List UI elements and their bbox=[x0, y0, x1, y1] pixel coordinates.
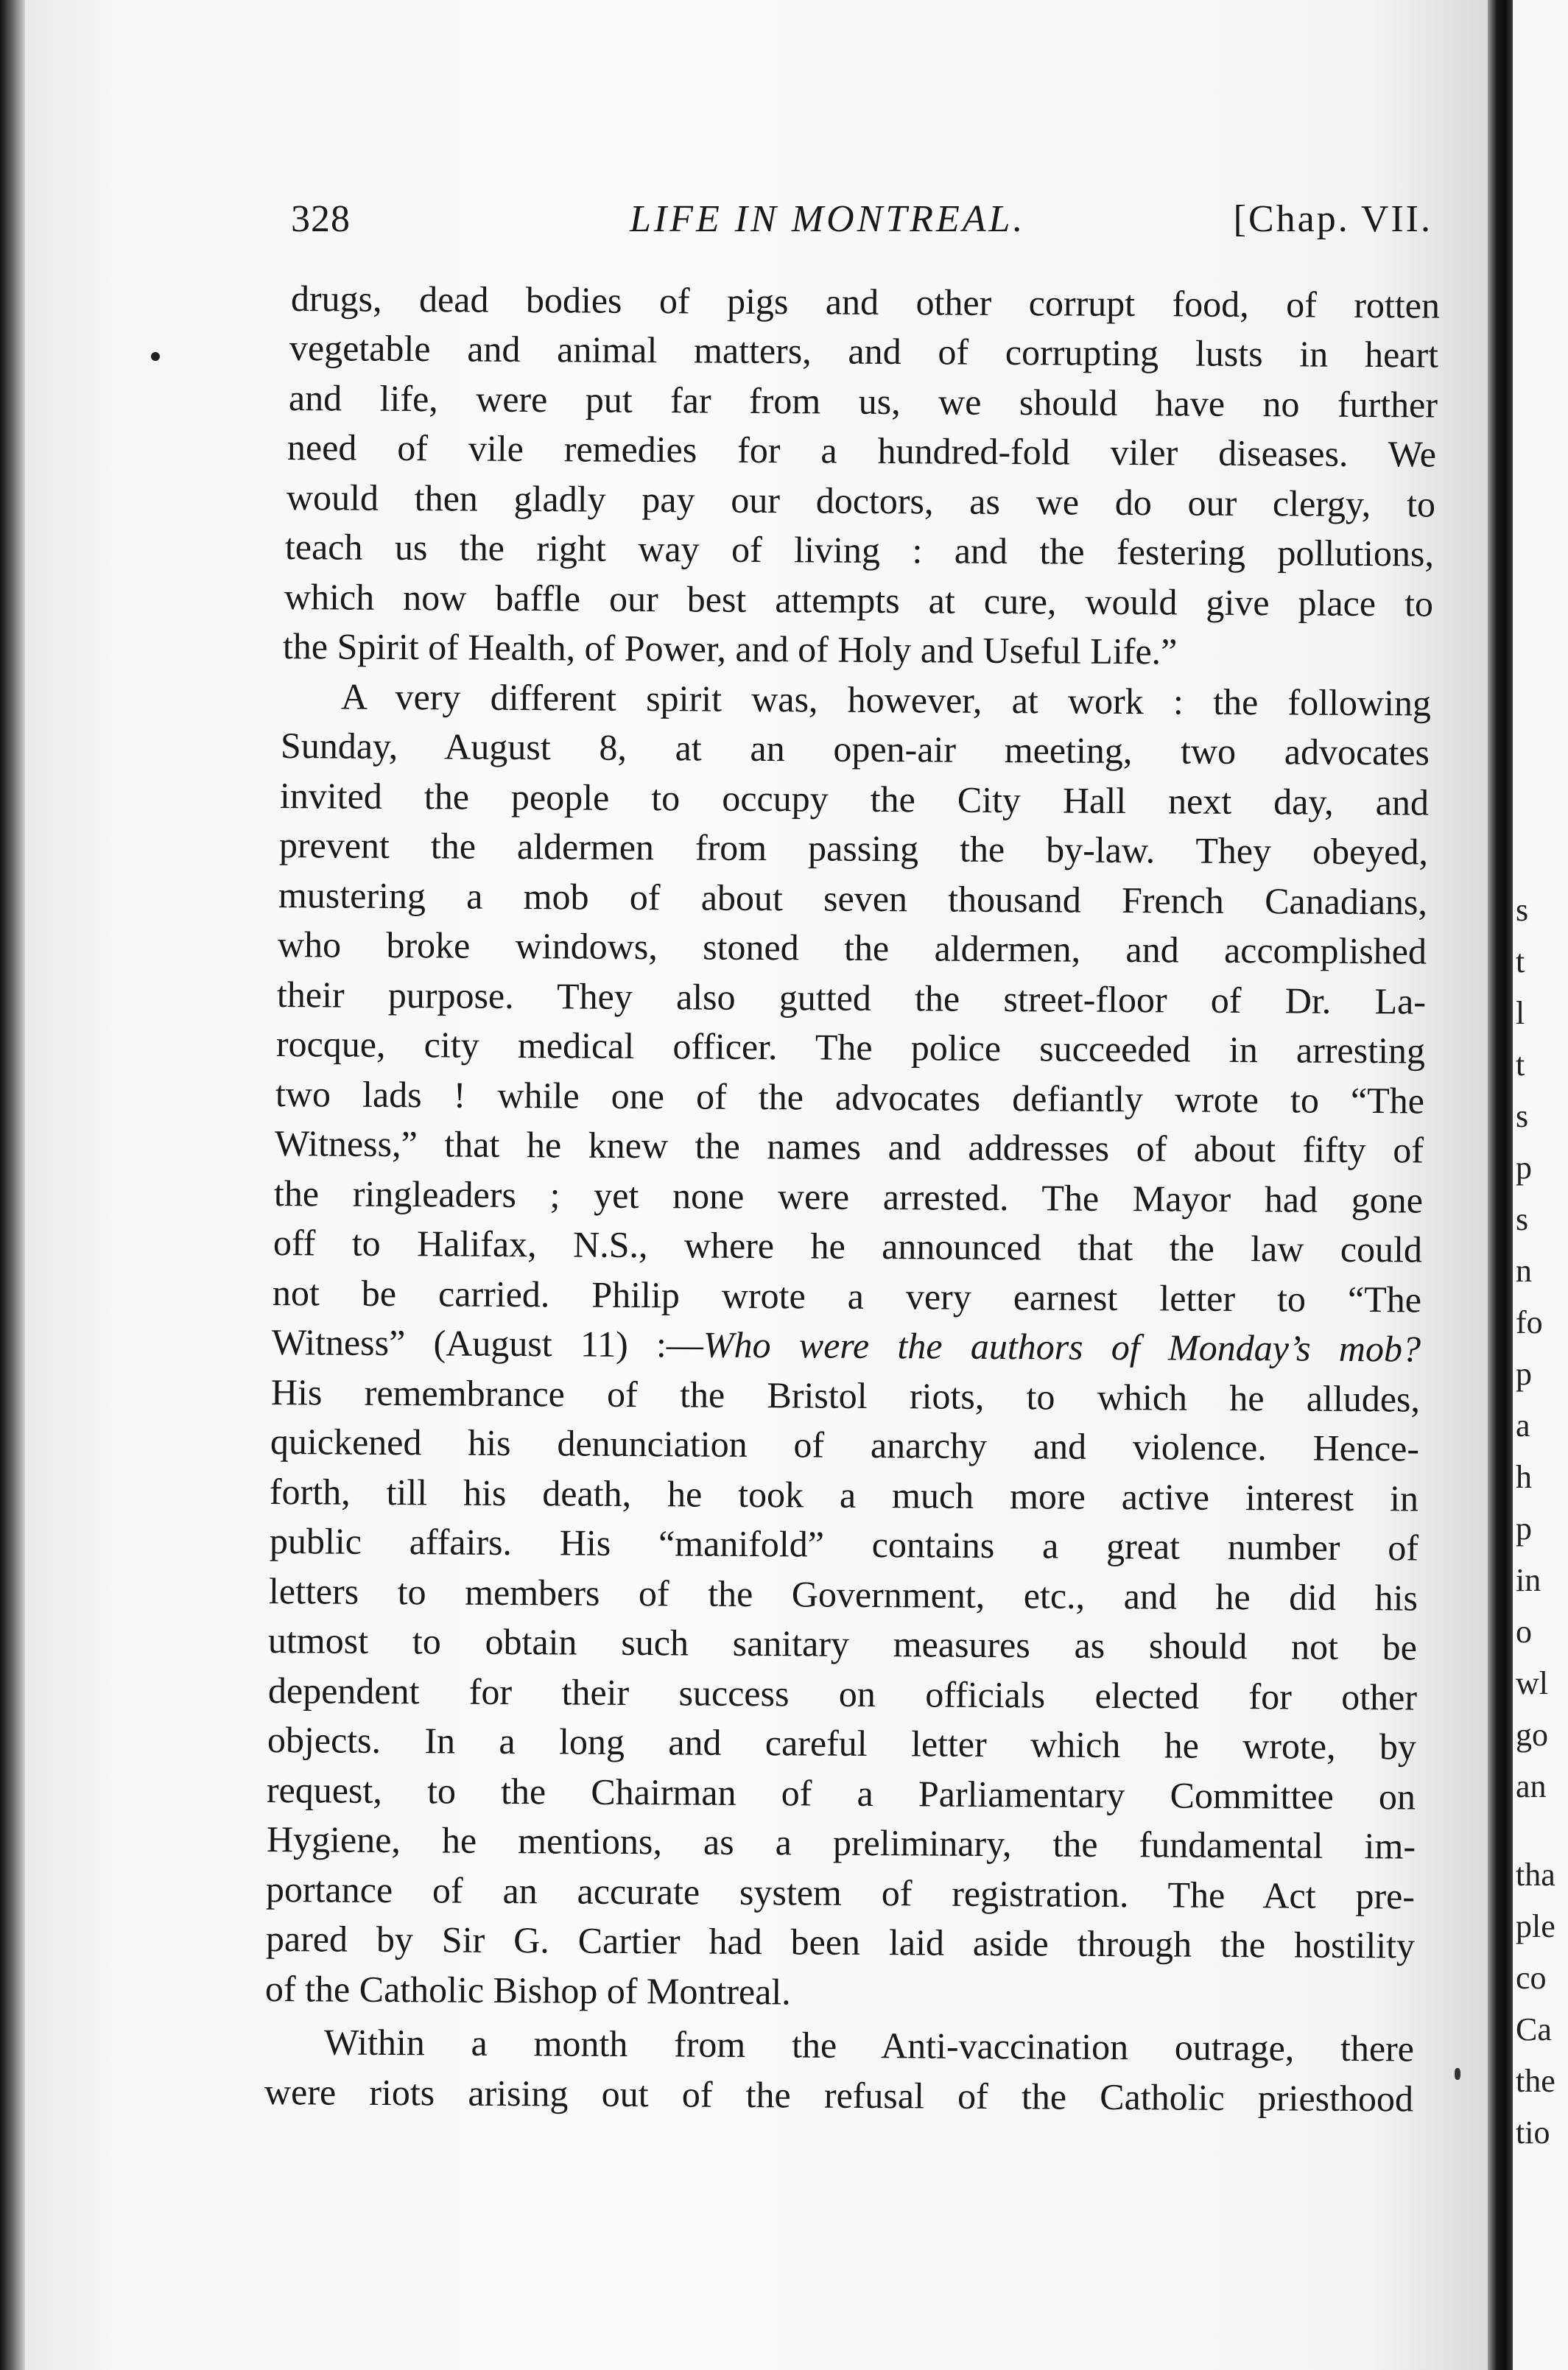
text-line: pared by Sir G. Cartier had been laid aside through the hostility bbox=[265, 1918, 1416, 1966]
facing-fragment: n bbox=[1516, 1253, 1532, 1289]
text-line: teach us the right way of living : and the festering pollutions, bbox=[284, 526, 1435, 574]
text-line: portance of an accurate system of registration. The Act pre- bbox=[265, 1868, 1416, 1917]
text-line: mustering a mob of about seven thousand French Canadians, bbox=[278, 874, 1428, 923]
italic-question: Who were the authors of Monday’s mob? bbox=[703, 1323, 1421, 1370]
facing-fragment: tha bbox=[1516, 1857, 1555, 1893]
book-gutter bbox=[1488, 0, 1513, 2370]
margin-mark bbox=[151, 352, 160, 361]
running-title: LIFE IN MONTREAL. bbox=[630, 198, 1026, 240]
chapter-label: [Chap. VII. bbox=[1233, 198, 1432, 240]
scan-left-edge bbox=[0, 0, 25, 2370]
text-line: not be carried. Philip wrote a very earnest letter to “The bbox=[272, 1272, 1422, 1321]
text-line: were riots arising out of the refusal of the Catholic priesthood bbox=[264, 2071, 1414, 2120]
facing-fragment: t bbox=[1516, 943, 1525, 980]
text-line: Hygiene, he mentions, as a preliminary, the fundamental im- bbox=[266, 1818, 1416, 1867]
text-line: of the Catholic Bishop of Montreal. bbox=[264, 1968, 791, 2013]
text-line: utmost to obtain such sanitary measures as should not be bbox=[267, 1620, 1418, 1668]
facing-fragment: s bbox=[1516, 1201, 1529, 1237]
facing-fragment: tio bbox=[1516, 2114, 1550, 2151]
facing-fragment: p bbox=[1516, 1150, 1532, 1186]
text-line: two lads ! while one of the advocates defiantly wrote to “The bbox=[275, 1073, 1425, 1122]
facing-fragment: l bbox=[1516, 995, 1525, 1031]
text-line: need of vile remedies for a hundred-fold viler diseases. We bbox=[286, 426, 1437, 475]
text-line: objects. In a long and careful letter which he wrote, by bbox=[267, 1719, 1417, 1768]
text-line: prevent the aldermen from passing the by-law. They obeyed, bbox=[278, 824, 1429, 873]
text-line: would then gladly pay our doctors, as we do our clergy, to bbox=[286, 477, 1436, 525]
text-line: who broke windows, stoned the aldermen, and accomplished bbox=[277, 924, 1427, 972]
facing-fragment: o bbox=[1516, 1614, 1532, 1650]
text-line: Sunday, August 8, at an open-air meeting, two advocates bbox=[280, 725, 1430, 773]
facing-fragment: wl bbox=[1516, 1665, 1548, 1701]
facing-fragment: fo bbox=[1516, 1304, 1543, 1340]
text-line: forth, till his death, he took a much more active interest in bbox=[269, 1471, 1419, 1519]
facing-fragment: an bbox=[1516, 1768, 1547, 1804]
facing-fragment: go bbox=[1516, 1717, 1548, 1753]
facing-fragment: Ca bbox=[1516, 2011, 1552, 2047]
text-line: drugs, dead bodies of pigs and other corrupt food, of rotten bbox=[290, 278, 1441, 326]
text-line: and life, were put far from us, we should have no further bbox=[288, 377, 1438, 426]
text-line: request, to the Chairman of a Parliamentary Committee on bbox=[266, 1769, 1416, 1818]
margin-speck bbox=[1455, 2068, 1460, 2080]
running-header bbox=[291, 197, 1432, 249]
facing-fragment: h bbox=[1516, 1459, 1532, 1495]
text-line-start: Witness” (August 11) :— bbox=[271, 1321, 704, 1365]
text-line: their purpose. They also gutted the street-floor of Dr. La- bbox=[276, 974, 1427, 1022]
text-line: A very different spirit was, however, at work : the following bbox=[340, 675, 1432, 724]
text-line: dependent for their success on officials elected for other bbox=[267, 1670, 1418, 1718]
facing-fragment: a bbox=[1516, 1407, 1530, 1444]
page-number: 328 bbox=[291, 198, 351, 240]
facing-fragment: ple bbox=[1516, 1908, 1555, 1944]
facing-fragment: co bbox=[1516, 1960, 1547, 1996]
facing-fragment: in bbox=[1516, 1562, 1541, 1598]
text-line: rocque, city medical officer. The police succeeded in arresting bbox=[275, 1023, 1426, 1072]
text-line: vegetable and animal matters, and of corrupting lusts in heart bbox=[289, 327, 1439, 376]
text-line: invited the people to occupy the City Hall next day, and bbox=[279, 775, 1430, 823]
facing-fragment: s bbox=[1516, 1098, 1529, 1134]
text-line: the Spirit of Health, of Power, and of Holy and Useful Life.” bbox=[282, 625, 1178, 672]
facing-fragment: p bbox=[1516, 1356, 1532, 1392]
text-line: public affairs. His “manifold” contains a great number of bbox=[269, 1520, 1419, 1569]
facing-fragment: t bbox=[1516, 1047, 1525, 1083]
text-line: quickened his denunciation of anarchy and violence. Hence- bbox=[270, 1421, 1420, 1469]
text-line: off to Halifax, N.S., where he announced that the law could bbox=[273, 1222, 1423, 1270]
text-line: which now baffle our best attempts at cure, would give place to bbox=[284, 576, 1434, 625]
text-line: Witness,” that he knew the names and addresses of about fifty of bbox=[274, 1122, 1424, 1171]
facing-fragment: the bbox=[1516, 2063, 1555, 2099]
text-line bbox=[272, 1320, 1421, 1371]
text-line: His remembrance of the Bristol riots, to which he alludes, bbox=[270, 1371, 1421, 1420]
text-line: Within a month from the Anti-vaccination outrage, there bbox=[323, 2021, 1415, 2070]
text-line: the ringleaders ; yet none were arrested. The Mayor had gone bbox=[273, 1172, 1424, 1221]
text-line: letters to members of the Government, etc., and he did his bbox=[268, 1570, 1418, 1619]
facing-fragment: p bbox=[1516, 1511, 1532, 1547]
facing-fragment: s bbox=[1516, 892, 1529, 928]
